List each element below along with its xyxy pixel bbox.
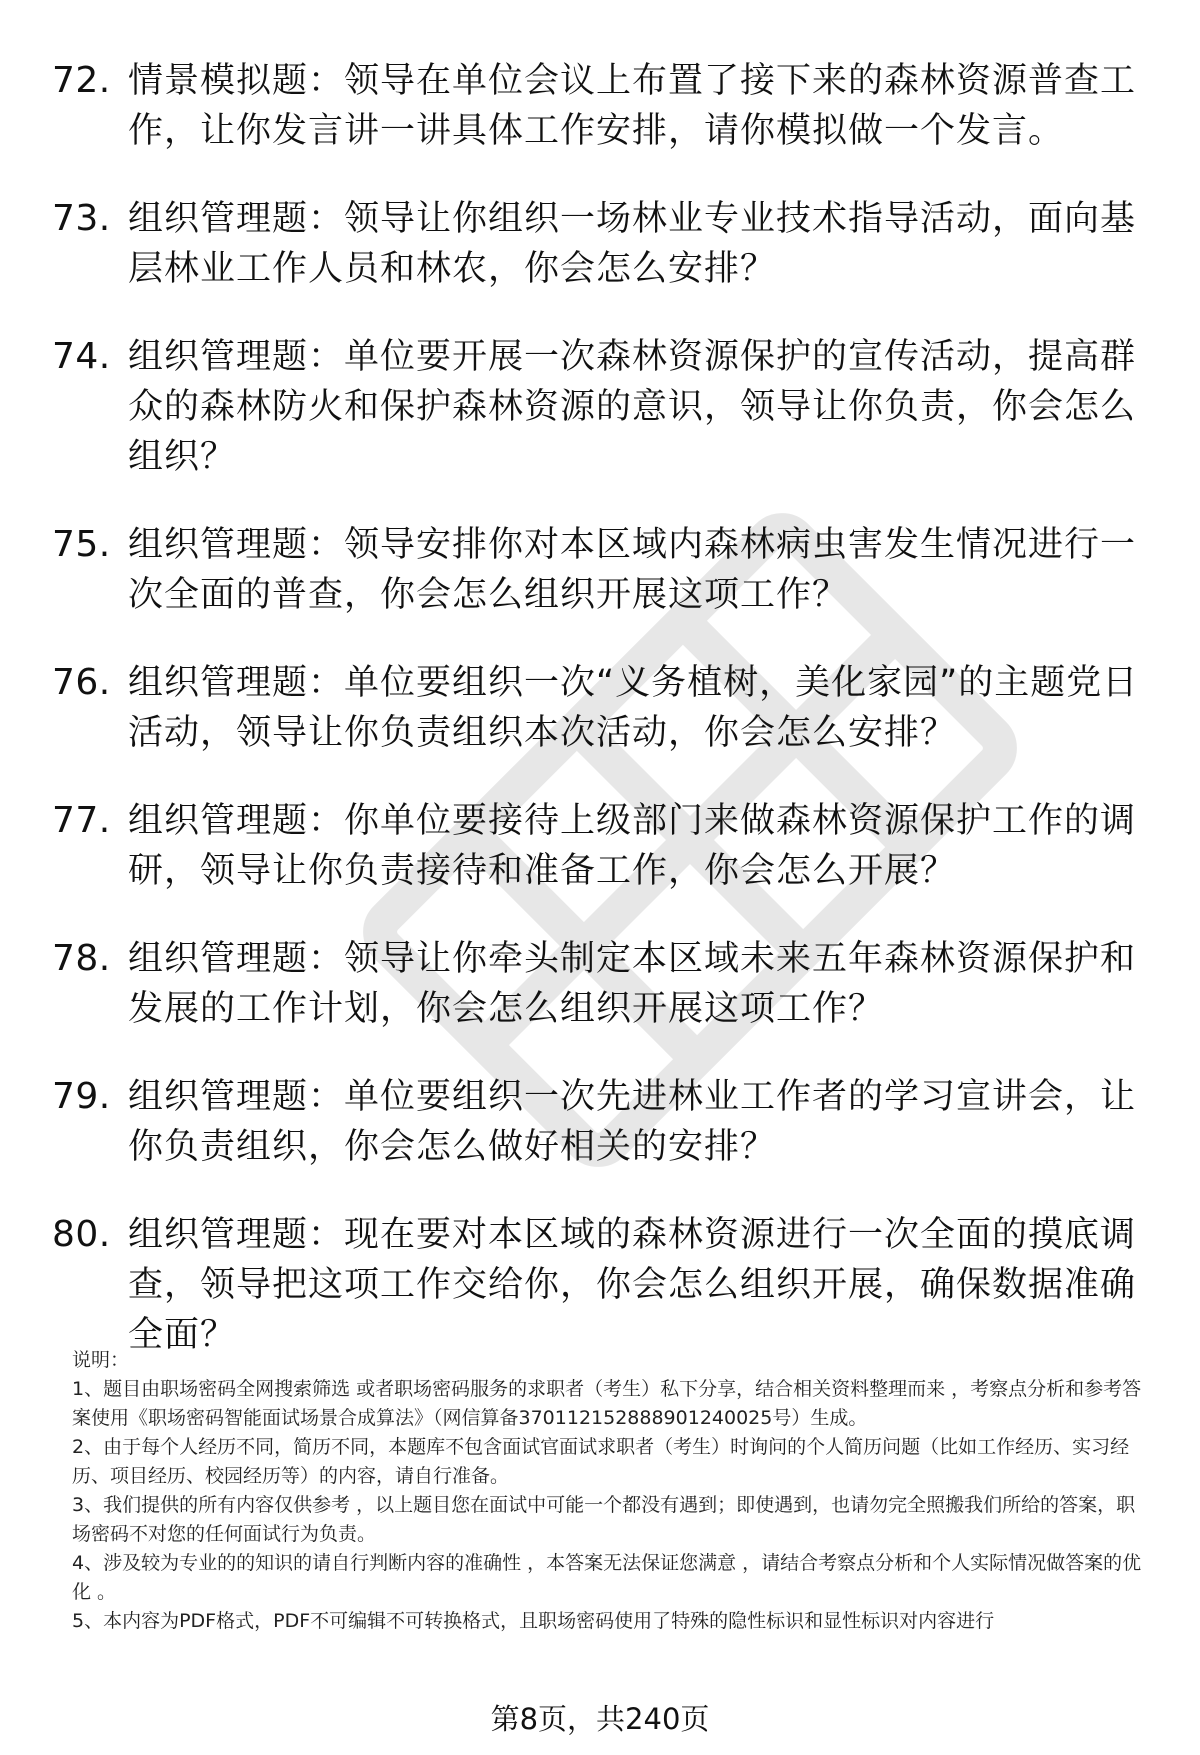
question-text: 组织管理题：领导让你组织一场林业专业技术指导活动，面向基层林业工作人员和林农，你会怎么安排？	[128, 199, 1137, 289]
question-item	[52, 1210, 1152, 1360]
question-text: 组织管理题：单位要组织一次先进林业工作者的学习宣讲会，让你负责组织，你会怎么做好相关的安排？	[128, 1077, 1137, 1167]
note-item: 3、我们提供的所有内容仅供参考 ，以上题目您在面试中可能一个都没有遇到；即使遇到，也请勿完全照搬我们所给的答案，职场密码不对您的任何面试行为负责。	[72, 1494, 1136, 1545]
question-number: 72.	[52, 60, 111, 101]
question-text: 组织管理题：现在要对本区域的森林资源进行一次全面的摸底调查，领导把这项工作交给你，你会怎么组织开展，确保数据准确全面？	[128, 1215, 1137, 1355]
question-item	[52, 520, 1152, 620]
note-item: 5、本内容为PDF格式，PDF不可编辑不可转换格式，且职场密码使用了特殊的隐性标识和显性标识对内容进行	[72, 1610, 995, 1632]
question-text: 组织管理题：单位要开展一次森林资源保护的宣传活动，提高群众的森林防火和保护森林资源的意识，领导让你负责，你会怎么组织？	[128, 337, 1137, 477]
question-text: 组织管理题：领导安排你对本区域内森林病虫害发生情况进行一次全面的普查，你会怎么组织开展这项工作？	[128, 525, 1137, 615]
question-number: 76.	[52, 662, 111, 703]
question-item	[52, 796, 1152, 896]
note-item: 2、由于每个人经历不同，简历不同，本题库不包含面试官面试求职者（考生）时询问的个人简历问题（比如工作经历、实习经历、项目经历、校园经历等）的内容，请自行准备。	[72, 1436, 1130, 1487]
notes-section	[72, 1346, 1152, 1636]
question-text: 组织管理题：你单位要接待上级部门来做森林资源保护工作的调研，领导让你负责接待和准备工作，你会怎么开展？	[128, 801, 1137, 891]
question-text: 情景模拟题：领导在单位会议上布置了接下来的森林资源普查工作，让你发言讲一讲具体工作安排，请你模拟做一个发言。	[128, 61, 1137, 151]
question-number: 75.	[52, 524, 111, 565]
question-item	[52, 332, 1152, 482]
question-item	[52, 934, 1152, 1034]
question-item	[52, 194, 1152, 294]
page-number: 第8页，共240页	[490, 1702, 710, 1736]
question-number: 77.	[52, 800, 111, 841]
note-item: 4、涉及较为专业的的知识的请自行判断内容的准确性 ，本答案无法保证您满意 ，请结合考察点分析和个人实际情况做答案的优化 。	[72, 1552, 1142, 1603]
notes-title: 说明：	[72, 1349, 130, 1371]
question-number: 80.	[52, 1214, 111, 1255]
question-number: 78.	[52, 938, 111, 979]
question-item	[52, 56, 1152, 156]
note-item: 1、题目由职场密码全网搜索筛选 或者职场密码服务的求职者（考生）私下分享，结合相关资料整理而来 ，考察点分析和参考答案使用《职场密码智能面试场景合成算法》（网信算备370112152888901240025号）生成。	[72, 1378, 1142, 1429]
question-text: 组织管理题：领导让你牵头制定本区域未来五年森林资源保护和发展的工作计划，你会怎么组织开展这项工作？	[128, 939, 1137, 1029]
question-list	[52, 56, 1152, 1398]
question-number: 74.	[52, 336, 111, 377]
question-item	[52, 1072, 1152, 1172]
question-number: 73.	[52, 198, 111, 239]
question-number: 79.	[52, 1076, 111, 1117]
question-item	[52, 658, 1152, 758]
question-text: 组织管理题：单位要组织一次“义务植树，美化家园”的主题党日活动，领导让你负责组织本次活动，你会怎么安排？	[128, 663, 1139, 753]
